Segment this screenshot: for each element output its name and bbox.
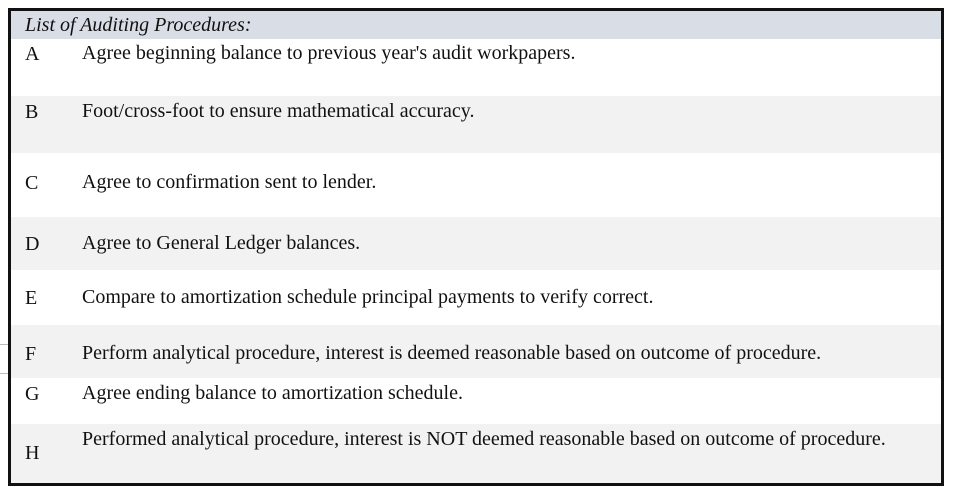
procedure-text: Perform analytical procedure, interest is deemed reasonable based on outcome of procedure.	[82, 342, 822, 364]
table-row	[11, 325, 941, 378]
procedure-text: Agree to General Ledger balances.	[82, 232, 361, 254]
procedure-letter: D	[25, 233, 40, 255]
procedure-text: Agree beginning balance to previous year's audit workpapers.	[82, 42, 576, 64]
table-row	[11, 96, 941, 153]
procedure-text: Performed analytical procedure, interest is NOT deemed reasonable based on outcome of procedure.	[82, 428, 886, 450]
procedure-letter: H	[25, 442, 40, 464]
table-row	[11, 153, 941, 217]
procedure-letter: A	[25, 43, 40, 65]
divider	[0, 344, 8, 345]
procedure-letter: F	[25, 343, 37, 365]
procedure-text: Compare to amortization schedule principal payments to verify correct.	[82, 286, 654, 308]
procedure-letter: G	[25, 383, 40, 405]
procedure-text: Agree ending balance to amortization schedule.	[82, 382, 463, 404]
procedure-letter: B	[25, 101, 39, 123]
table-header	[11, 11, 941, 39]
table-row	[11, 270, 941, 325]
table-row	[11, 217, 941, 270]
table-title: List of Auditing Procedures:	[25, 14, 252, 36]
procedure-letter: E	[25, 287, 38, 309]
table-row	[11, 39, 941, 96]
table-row	[11, 378, 941, 424]
procedure-letter: C	[25, 172, 39, 194]
divider	[0, 373, 8, 374]
procedure-text: Foot/cross-foot to ensure mathematical accuracy.	[82, 100, 475, 122]
procedures-table	[8, 8, 944, 486]
table-row	[11, 424, 941, 483]
procedure-text: Agree to confirmation sent to lender.	[82, 171, 377, 193]
